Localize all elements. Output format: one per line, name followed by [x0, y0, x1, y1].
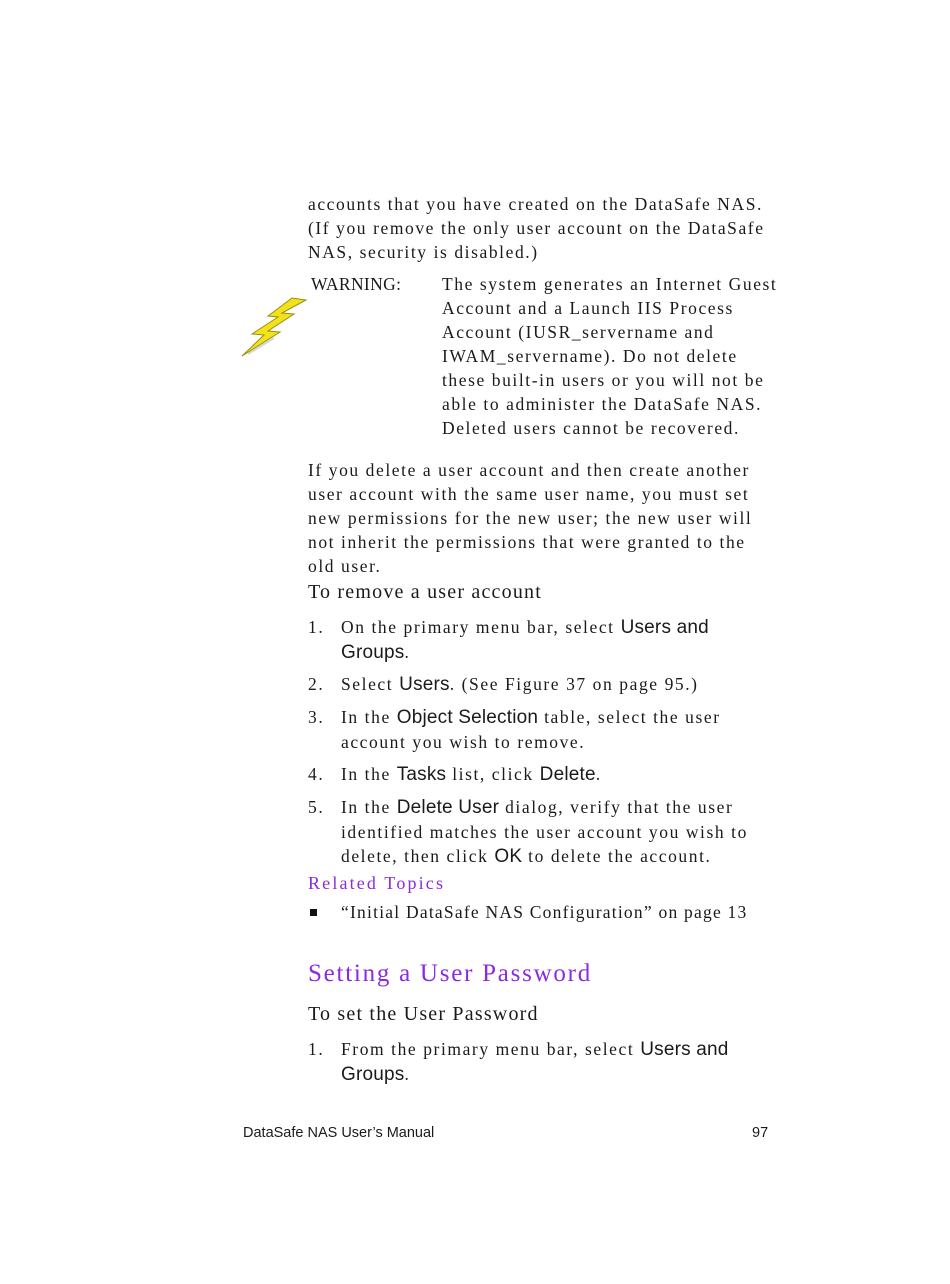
step-number: 2.: [308, 674, 325, 694]
step-1: [308, 1037, 778, 1087]
ui-term: Delete User: [396, 797, 500, 818]
footer-page-number: 97: [752, 1125, 769, 1141]
related-topic-item[interactable]: [308, 900, 778, 924]
warning-text: The system generates an Internet Guest Account and a Launch IIS Process Account (IUSR_servername and IWAM_servername). Do not delete these built-in users or you will not be able to administer the DataSafe NAS. Deleted users cannot be recovered.: [442, 274, 778, 438]
step-text: In the Object Selection table, select the user account you wish to remove.: [341, 707, 721, 752]
step-text: In the Tasks list, click Delete.: [341, 764, 602, 785]
procedure-heading-set-password: To set the User Password: [308, 1003, 539, 1025]
ui-term: OK: [494, 846, 523, 867]
warning-label: WARNING:: [311, 274, 402, 294]
ui-term: Users: [399, 674, 450, 695]
permissions-paragraph: If you delete a user account and then create another user account with the same user name, you must set new permissions for the new user; the new user will not inherit the permissions that were granted to the old user.: [308, 460, 753, 576]
step-number: 1.: [308, 617, 325, 637]
step-text: In the Delete User dialog, verify that the user identified matches the user account you wish to delete, then click OK to delete the account.: [341, 797, 748, 867]
step-number: 4.: [308, 764, 325, 784]
step-1: [308, 615, 778, 665]
step-text: On the primary menu bar, select Users and Groups.: [341, 617, 709, 663]
step-5: [308, 795, 778, 869]
intro-paragraph: accounts that you have created on the DataSafe NAS. (If you remove the only user account on the DataSafe NAS, security is disabled.): [308, 194, 765, 262]
ui-term: Users and Groups: [341, 1039, 729, 1085]
step-number: 5.: [308, 797, 325, 817]
ui-term: Delete: [539, 764, 596, 785]
step-text: From the primary menu bar, select Users and Groups.: [341, 1039, 729, 1085]
ui-term: Tasks: [396, 764, 447, 785]
step-number: 1.: [308, 1039, 325, 1059]
step-text: Select Users. (See Figure 37 on page 95.): [341, 674, 699, 695]
footer-manual-title: DataSafe NAS User’s Manual: [243, 1125, 435, 1141]
step-number: 3.: [308, 707, 325, 727]
related-topic-link[interactable]: “Initial DataSafe NAS Configuration” on page 13: [341, 902, 748, 922]
step-4: [308, 762, 778, 787]
step-3: [308, 705, 778, 754]
section-heading: Setting a User Password: [308, 960, 592, 987]
bullet-square-icon: [310, 909, 317, 916]
related-topics-heading: Related Topics: [308, 873, 446, 893]
ui-term: Object Selection: [396, 707, 539, 728]
procedure-heading-remove-user: To remove a user account: [308, 581, 542, 603]
lightning-bolt-icon: [240, 296, 310, 360]
ui-term: Users and Groups: [341, 617, 709, 663]
step-2: [308, 672, 778, 697]
